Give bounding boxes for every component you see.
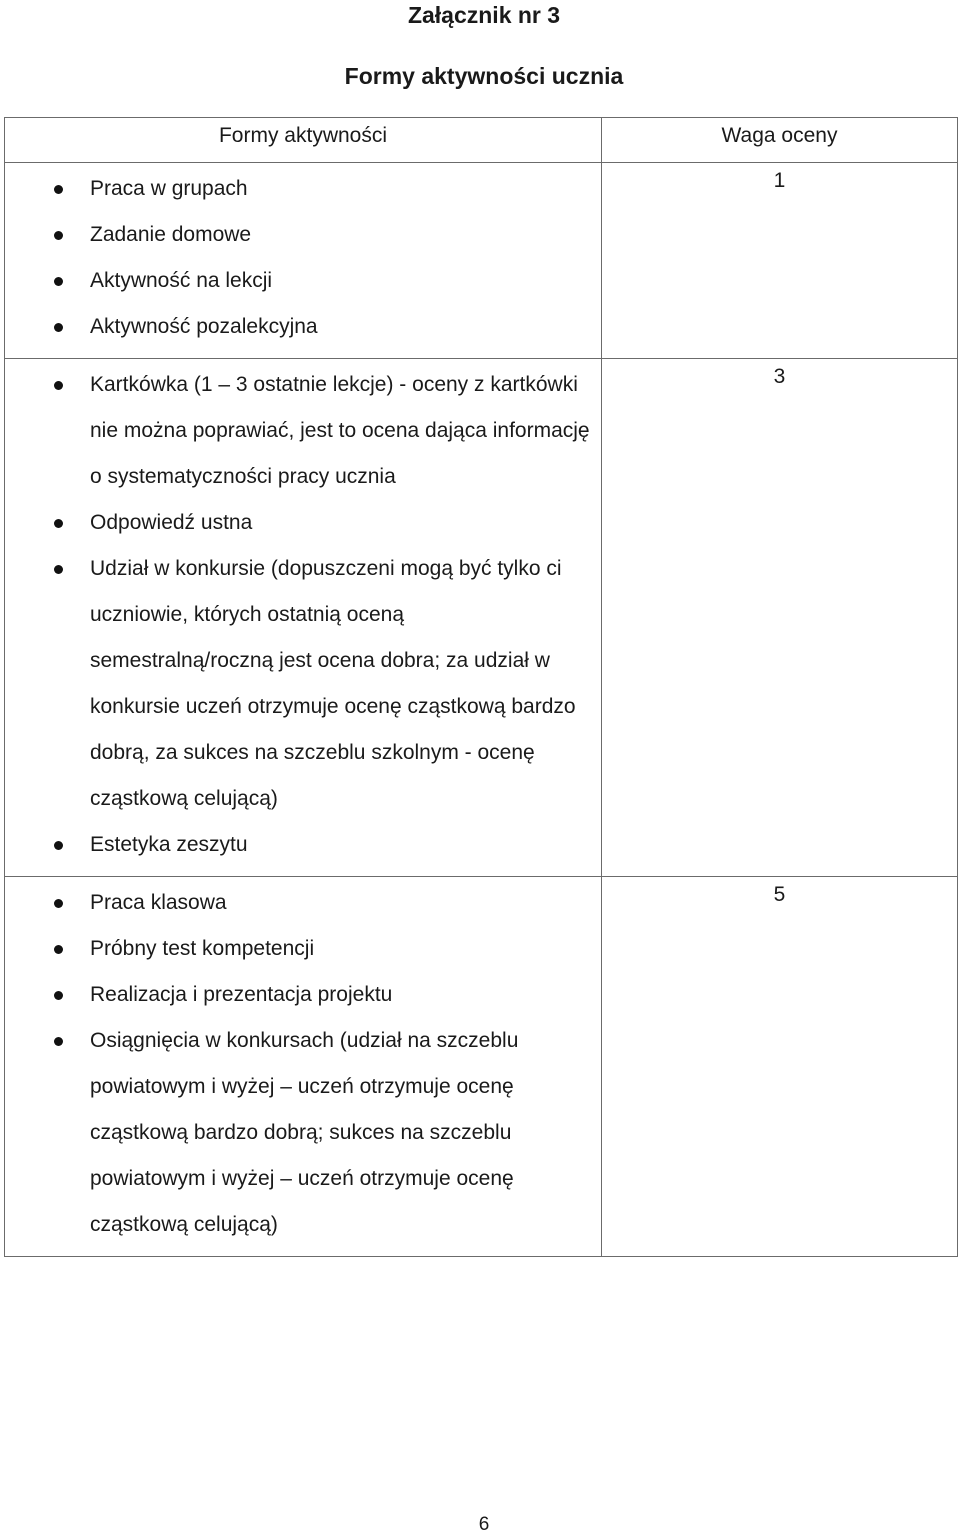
page-number: 6 — [478, 1514, 490, 1535]
list-item-text: Osiągnięcia w konkursach (udział na szczeblu powiatowym i wyżej – uczeń otrzymuje ocenę cząstkową bardzo dobrą; sukces na szczeblu powiatowym i wyżej – uczeń otrzymuje ocenę cząstkową celującą) — [90, 1029, 519, 1236]
list-item-text: Aktywność na lekcji — [90, 269, 273, 292]
bullet-icon — [54, 945, 63, 954]
activity-weight-table — [4, 117, 958, 1257]
activity-list-cell — [5, 877, 602, 1257]
table-row — [5, 359, 958, 877]
activity-list — [5, 163, 601, 358]
table-row — [5, 877, 958, 1257]
weight-value: 5 — [602, 877, 958, 1257]
list-item — [5, 500, 601, 546]
list-item-text: Estetyka zeszytu — [90, 833, 248, 856]
header-grade-weight: Waga oceny — [602, 118, 958, 163]
bullet-icon — [54, 565, 63, 574]
list-item-text: Próbny test kompetencji — [90, 937, 315, 960]
activity-list-cell — [5, 163, 602, 359]
list-item — [5, 258, 601, 304]
list-item-text: Praca w grupach — [90, 177, 248, 200]
bullet-icon — [54, 381, 63, 390]
list-item-text: Kartkówka (1 – 3 ostatnie lekcje) - oceny z kartkówki nie można poprawiać, jest to ocena dająca informację o systematyczności pracy ucznia — [90, 373, 590, 488]
bullet-icon — [54, 277, 63, 286]
bullet-icon — [54, 1037, 63, 1046]
list-item — [5, 212, 601, 258]
list-item-text: Praca klasowa — [90, 891, 227, 914]
activity-list — [5, 877, 601, 1256]
list-item — [5, 880, 601, 926]
list-item — [5, 972, 601, 1018]
weight-value: 1 — [602, 163, 958, 359]
list-item — [5, 166, 601, 212]
list-item — [5, 926, 601, 972]
document-title: Załącznik nr 3 — [407, 2, 561, 28]
list-item-text: Zadanie domowe — [90, 223, 252, 246]
header-activity-forms: Formy aktywności — [5, 118, 602, 163]
bullet-icon — [54, 841, 63, 850]
list-item — [5, 304, 601, 350]
list-item — [5, 546, 601, 822]
list-item — [5, 1018, 601, 1248]
bullet-icon — [54, 519, 63, 528]
table-row — [5, 163, 958, 359]
table-header-row — [5, 118, 958, 163]
list-item-text: Odpowiedź ustna — [90, 511, 253, 534]
list-item-text: Realizacja i prezentacja projektu — [90, 983, 393, 1006]
bullet-icon — [54, 899, 63, 908]
weight-value: 3 — [602, 359, 958, 877]
bullet-icon — [54, 323, 63, 332]
document-subtitle: Formy aktywności ucznia — [344, 63, 624, 89]
list-item — [5, 822, 601, 868]
list-item-text: Aktywność pozalekcyjna — [90, 315, 318, 338]
list-item-text: Udział w konkursie (dopuszczeni mogą być tylko ci uczniowie, których ostatnią oceną semestralną/roczną jest ocena dobra; za udział w konkursie uczeń otrzymuje ocenę cząstkową bardzo dobrą, za sukces na szczeblu szkolnym - ocenę cząstkową celującą) — [90, 557, 576, 810]
bullet-icon — [54, 231, 63, 240]
bullet-icon — [54, 991, 63, 1000]
activity-list-cell — [5, 359, 602, 877]
bullet-icon — [54, 185, 63, 194]
activity-list — [5, 359, 601, 876]
list-item — [5, 362, 601, 500]
